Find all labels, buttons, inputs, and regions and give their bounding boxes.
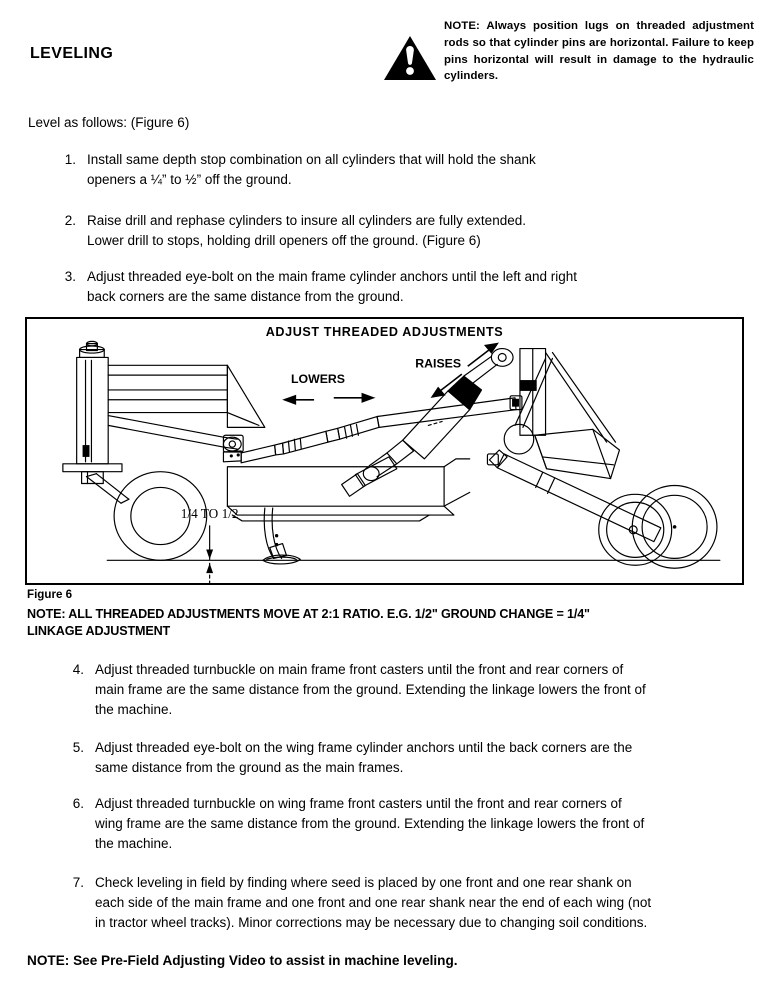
machine-line-drawing [27, 319, 742, 583]
step-text [95, 660, 758, 720]
step-line: openers a ¼” to ½” off the ground. [87, 171, 292, 187]
step-text [87, 211, 740, 251]
step-line: each side of the main frame and one front and one rear shank near the end of each wing (not [95, 894, 652, 910]
list-item [58, 660, 758, 720]
warning-triangle-exclamation-icon [382, 34, 438, 87]
step-number: 6. [72, 796, 84, 811]
figure-6-illustration [25, 317, 744, 585]
figure-label-dimension: 1/4 TO 1/2 [180, 505, 239, 521]
list-item [50, 267, 750, 307]
step-line: wing frame are the same distance from the ground. Extending the linkage lowers the front of [95, 815, 645, 831]
step-number: 2. [64, 213, 76, 228]
step-line: main frame are the same distance from the ground. Extending the linkage lowers the front of [95, 681, 646, 697]
step-line: Adjust threaded turnbuckle on main frame front casters until the front and rear corners of [95, 662, 624, 677]
warning-notice [382, 18, 754, 87]
step-line: Adjust threaded eye-bolt on the main frame cylinder anchors until the left and right [87, 269, 578, 284]
lowers-arrow-icon [285, 394, 374, 404]
warning-text: NOTE: Always position lugs on threaded adjustment rods so that cylinder pins are horizontal. Failure to keep pins horizontal will result in damage to the hydraulic cylinders. [444, 20, 754, 83]
list-item [58, 738, 758, 778]
step-text [87, 267, 750, 307]
list-item [50, 211, 740, 251]
step-text [95, 873, 758, 933]
step-line: the machine. [95, 701, 173, 717]
step-line: back corners are the same distance from the ground. [87, 288, 404, 304]
figure-label-raises: RAISES [415, 356, 462, 371]
document-header [0, 0, 772, 120]
step-text [87, 150, 740, 190]
step-line: the machine. [95, 835, 173, 851]
figure-note-line: LINKAGE ADJUSTMENT [27, 623, 171, 638]
footer-note: NOTE: See Pre-Field Adjusting Video to assist in machine leveling. [27, 953, 458, 968]
figure-heading: ADJUST THREADED ADJUSTMENTS [265, 325, 504, 339]
step-text [95, 738, 758, 778]
figure-label-lowers: LOWERS [291, 372, 345, 387]
step-text [95, 794, 758, 854]
step-number: 3. [64, 269, 76, 284]
step-number: 7. [72, 875, 84, 890]
figure-note-line: NOTE: ALL THREADED ADJUSTMENTS MOVE AT 2:1 RATIO. E.G. 1/2" GROUND CHANGE = 1/4" [27, 607, 590, 621]
list-item [58, 873, 758, 933]
list-item [50, 150, 740, 190]
step-line: Lower drill to stops, holding drill openers off the ground. (Figure 6) [87, 232, 481, 248]
list-item [58, 794, 758, 854]
figure-note [27, 606, 747, 639]
step-line: same distance from the ground as the main frames. [95, 759, 404, 775]
step-line: Raise drill and rephase cylinders to insure all cylinders are fully extended. [87, 213, 526, 228]
page-title: LEVELING [30, 45, 114, 62]
figure-caption: Figure 6 [27, 588, 73, 601]
step-number: 5. [72, 740, 84, 755]
step-line: Install same depth stop combination on all cylinders that will hold the shank [87, 152, 536, 167]
step-line: Adjust threaded turnbuckle on wing frame front casters until the front and rear corners of [95, 796, 622, 811]
step-number: 1. [64, 152, 76, 167]
intro-line: Level as follows: (Figure 6) [28, 115, 190, 130]
step-number: 4. [72, 662, 84, 677]
step-line: in tractor wheel tracks). Minor corrections may be necessary due to changing soil conditions. [95, 914, 648, 930]
step-line: Check leveling in field by finding where seed is placed by one front and one rear shank on [95, 875, 632, 890]
step-line: Adjust threaded eye-bolt on the wing frame cylinder anchors until the back corners are the [95, 740, 633, 755]
